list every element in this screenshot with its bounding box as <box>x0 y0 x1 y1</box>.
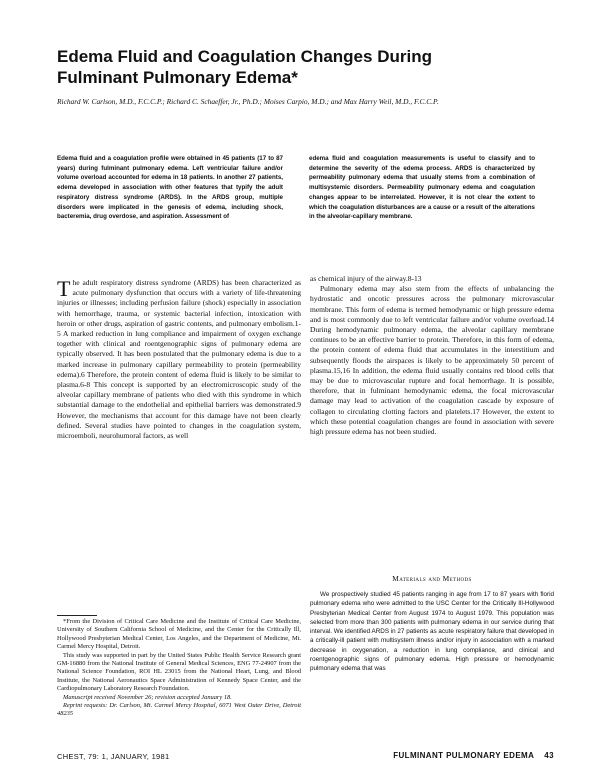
page-number: 43 <box>544 751 554 760</box>
footnote-support: This study was supported in part by the United States Public Health Service Research grant GM-16880 from the National Institute of General Medical Sciences, ENG 77-24907 from the National Science Foundation, ROI HL 23015 from the National Heart, Lung, and Blood Institute, the National Aeronautics Space Administration of Kennedy Space Center, and the Cardiopulmonary Laboratory Research Foundation. <box>57 651 301 693</box>
footnote-reprint: Reprint requests: Dr. Carlson, Mt. Carmel Mercy Hospital, 6071 West Outer Drive, Detroit 48235 <box>57 702 301 718</box>
body-right-column <box>310 274 554 437</box>
title-line-1: Edema Fluid and Coagulation Changes During <box>57 47 432 66</box>
hemodynamic-edema-paragraph: Pulmonary edema may also stem from the effects of unbalancing the hydrostatic and oncotic pressures across the pulmonary microvascular membrane. This form of edema is termed hemodynamic or high pressure edema and is most commonly due to left ventricular failure and/or volume overload.14 During hemodynamic pulmonary edema, the alveolar capillary membrane continues to be an effective barrier to protein. Therefore, in this form of edema, the protein content of edema fluid that accumulates in the interstitium and subsequently floods the airspaces is likely to be approximately 50 percent of plasma.15,16 In addition, the edema fluid usually contains red blood cells that may be due to microvascular rupture and focal hemorrhage. It is possible, therefore, that in fulminant hemodynamic edema, the focal microvascular damage may lead to activation of the coagulation cascade by exposure of collagen to circulating clotting factors and platelets.17 However, the extent to which these potential coagulation changes are found in association with severe high pressure edema has not been studied. <box>310 284 554 437</box>
intro-continuation: as chemical injury of the airway.8-13 <box>310 274 422 283</box>
drop-cap: T <box>57 276 71 301</box>
methods-paragraph: We prospectively studied 45 patients ranging in age from 17 to 87 years with florid pulmonary edema who were admitted to the USC Center for the Critically Ill-Hollywood Presbyterian Medical Center from August 1974 to August 1979. This population was selected from more than 300 patients with pulmonary edema in our service during that interval. We identified ARDS in 27 patients as acute respiratory failure that developed in a critically-ill patient with multisystem illness and/or injury in association with a marked decrease in oxygenation, a reduction in lung compliance, and clinical and roentgenographic signs of pulmonary edema. High pressure or hemodynamic pulmonary edema that was <box>310 591 554 673</box>
methods-column <box>310 590 554 674</box>
title-line-2: Fulminant Pulmonary Edema* <box>57 68 298 87</box>
intro-paragraph: he adult respiratory distress syndrome (ARDS) has been characterized as acute pulmonary dysfunction that occurs with a variety of life-threatening injuries or illnesses; including perfusion failure (shock) especially in association with hemorrhage, trauma, or systemic bacterial infection, intoxication with heroin or other drugs, aspiration of gastric contents, and pulmonary embolism.1-5 A marked reduction in lung compliance and impairment of oxygen exchange together with clinical and roentgenographic signs of pulmonary edema are typically observed. It has been postulated that the pulmonary edema is due to a marked increase in pulmonary capillary permeability to protein (permeability edema).6 Therefore, the protein content of edema fluid is likely to be similar to plasma.6-8 This concept is supported by an electromicroscopic study of the alveolar capillary membrane of patients who died with this syndrome in which substantial damage to the endothelial and epithelial barriers was demonstrated.9 However, the mechanisms that account for this damage have not been clearly defined. Several studies have pointed to changes in the coagulation system, microemboli, neurohumoral factors, as well <box>57 278 301 441</box>
abstract-left-column: Edema fluid and a coagulation profile were obtained in 45 patients (17 to 87 years) during fulminant pulmonary edema. Left ventricular failure and/or volume overload accounted for edema in 18 patients. In another 27 patients, edema developed in association with other features that typify the adult respiratory distress syndrome (ARDS). In the ARDS group, multiple disorders were implicated in the genesis of edema, including shock, bacteremia, drug overdose, and aspiration. Assessment of <box>57 155 283 221</box>
footnote-received: Manuscript received November 26; revision accepted January 18. <box>63 693 232 701</box>
abstract-right-column: edema fluid and coagulation measurements is useful to classify and to determine the severity of the edema process. ARDS is characterized by permeability pulmonary edema that usually stems from a combination of multisystemic disorders. Permeability pulmonary edema and coagulation changes appear to be interrelated. However, it is not clear the extent to which the coagulation disturbances are a cause or a result of the alterations in the alveolar-capillary membrane. <box>309 155 535 221</box>
body-left-column <box>57 278 301 441</box>
footnote-affiliation: *From the Division of Critical Care Medicine and the Institute of Critical Care Medicine, University of Southern California School of Medicine, and the Center for the Critically Ill, Hollywood Presbyterian Medical Center, Los Angeles, and the Department of Medicine, Mt. Carmel Mercy Hospital, Detroit. <box>57 618 301 651</box>
article-title <box>57 46 557 88</box>
author-list: Richard W. Carlson, M.D., F.C.C.P.; Richard C. Schaeffer, Jr., Ph.D.; Moises Carpio, M.D.; and Max Harry Weil, M.D., F.C.C.P. <box>57 97 439 106</box>
methods-heading: Materials and Methods <box>392 574 472 583</box>
footnote-divider <box>57 615 97 616</box>
footnotes <box>57 618 301 719</box>
journal-citation: CHEST, 79: 1, JANUARY, 1981 <box>57 752 170 761</box>
running-footer <box>393 751 554 760</box>
running-title: FULMINANT PULMONARY EDEMA <box>393 751 535 760</box>
